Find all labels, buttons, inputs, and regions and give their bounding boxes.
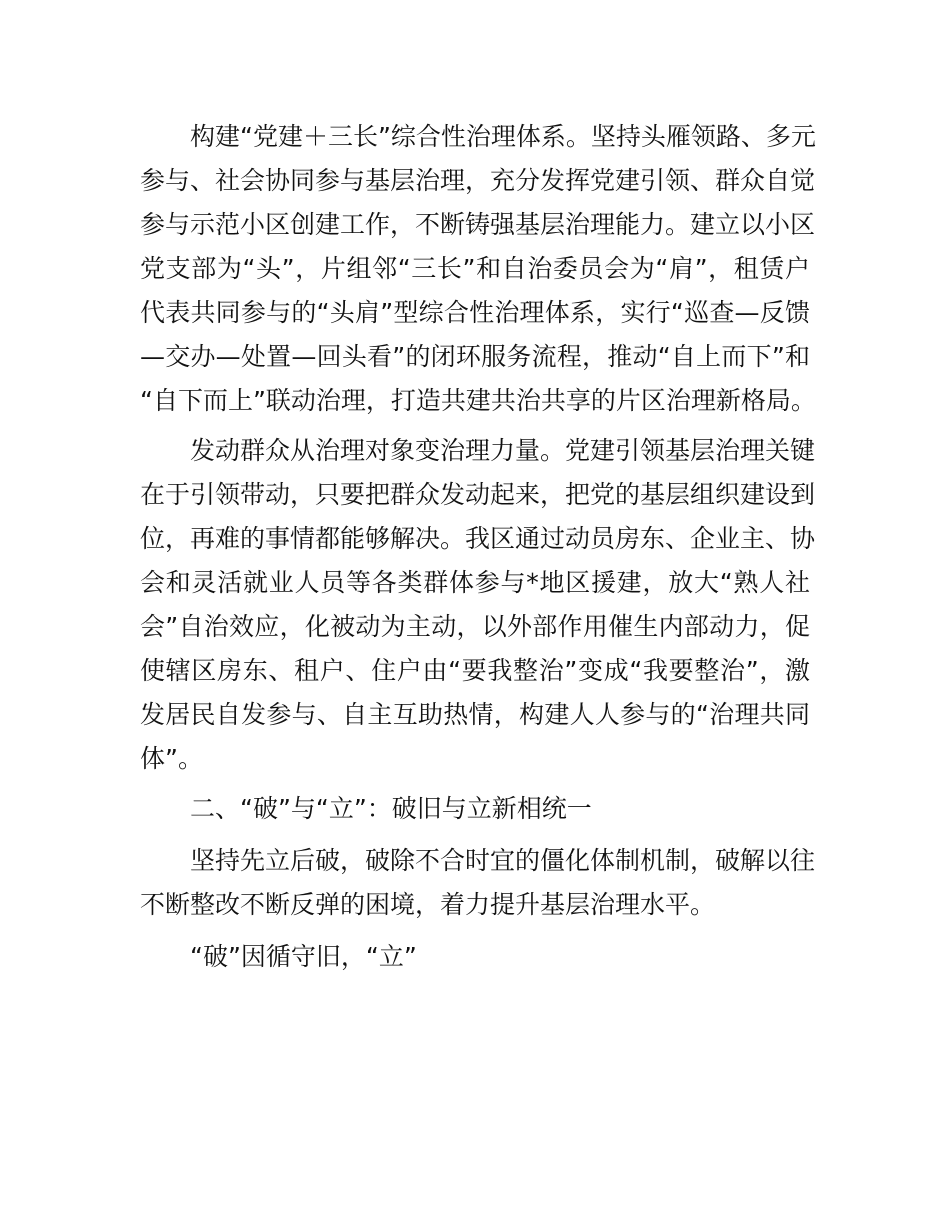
paragraph-3-line-1: 坚持先立后破，破除不合时宜的僵化体制机制，破解以往 <box>190 846 816 875</box>
section-heading: 二、“破”与“立”：破旧与立新相统一 <box>190 794 592 823</box>
paragraph-3-line-2: 不断整改不断反弹的困境，着力提升基层治理水平。 <box>140 890 716 919</box>
paragraph-2-line-8: 体”。 <box>140 744 203 773</box>
paragraph-4-line-1: “破”因循守旧，“立” <box>190 942 417 971</box>
paragraph-1-line-6: —交办—处置—回头看”的闭环服务流程，推动“自上而下”和 <box>140 342 810 371</box>
paragraph-1-line-5: 代表共同参与的“头肩”型综合性治理体系，实行“巡查—反馈 <box>140 298 810 327</box>
paragraph-2-line-6: 使辖区房东、租户、住户由“要我整治”变成“我要整治”，激 <box>140 656 810 685</box>
paragraph-2-line-1: 发动群众从治理对象变治理力量。党建引领基层治理关键 <box>190 436 816 465</box>
paragraph-2-line-4: 会和灵活就业人员等各类群体参与*地区援建，放大“熟人社 <box>140 568 810 597</box>
paragraph-2-line-2: 在于引领带动，只要把群众发动起来，把党的基层组织建设到 <box>140 480 816 509</box>
paragraph-2-line-3: 位，再难的事情都能够解决。我区通过动员房东、企业主、协 <box>140 524 816 553</box>
paragraph-1-line-1: 构建“党建＋三长”综合性治理体系。坚持头雁领路、多元 <box>190 122 816 151</box>
paragraph-2-line-7: 发居民自发参与、自主互助热情，构建人人参与的“治理共同 <box>140 700 810 729</box>
paragraph-1-line-4: 党支部为“头”，片组邻“三长”和自治委员会为“肩”，租赁户 <box>140 254 810 283</box>
paragraph-1-line-3: 参与示范小区创建工作，不断铸强基层治理能力。建立以小区 <box>140 210 816 239</box>
paragraph-2-line-5: 会”自治效应，化被动为主动，以外部作用催生内部动力，促 <box>140 612 810 641</box>
paragraph-1-line-7: “自下而上”联动治理，打造共建共治共享的片区治理新格局。 <box>140 386 816 415</box>
paragraph-1-line-2: 参与、社会协同参与基层治理，充分发挥党建引领、群众自觉 <box>140 166 816 195</box>
